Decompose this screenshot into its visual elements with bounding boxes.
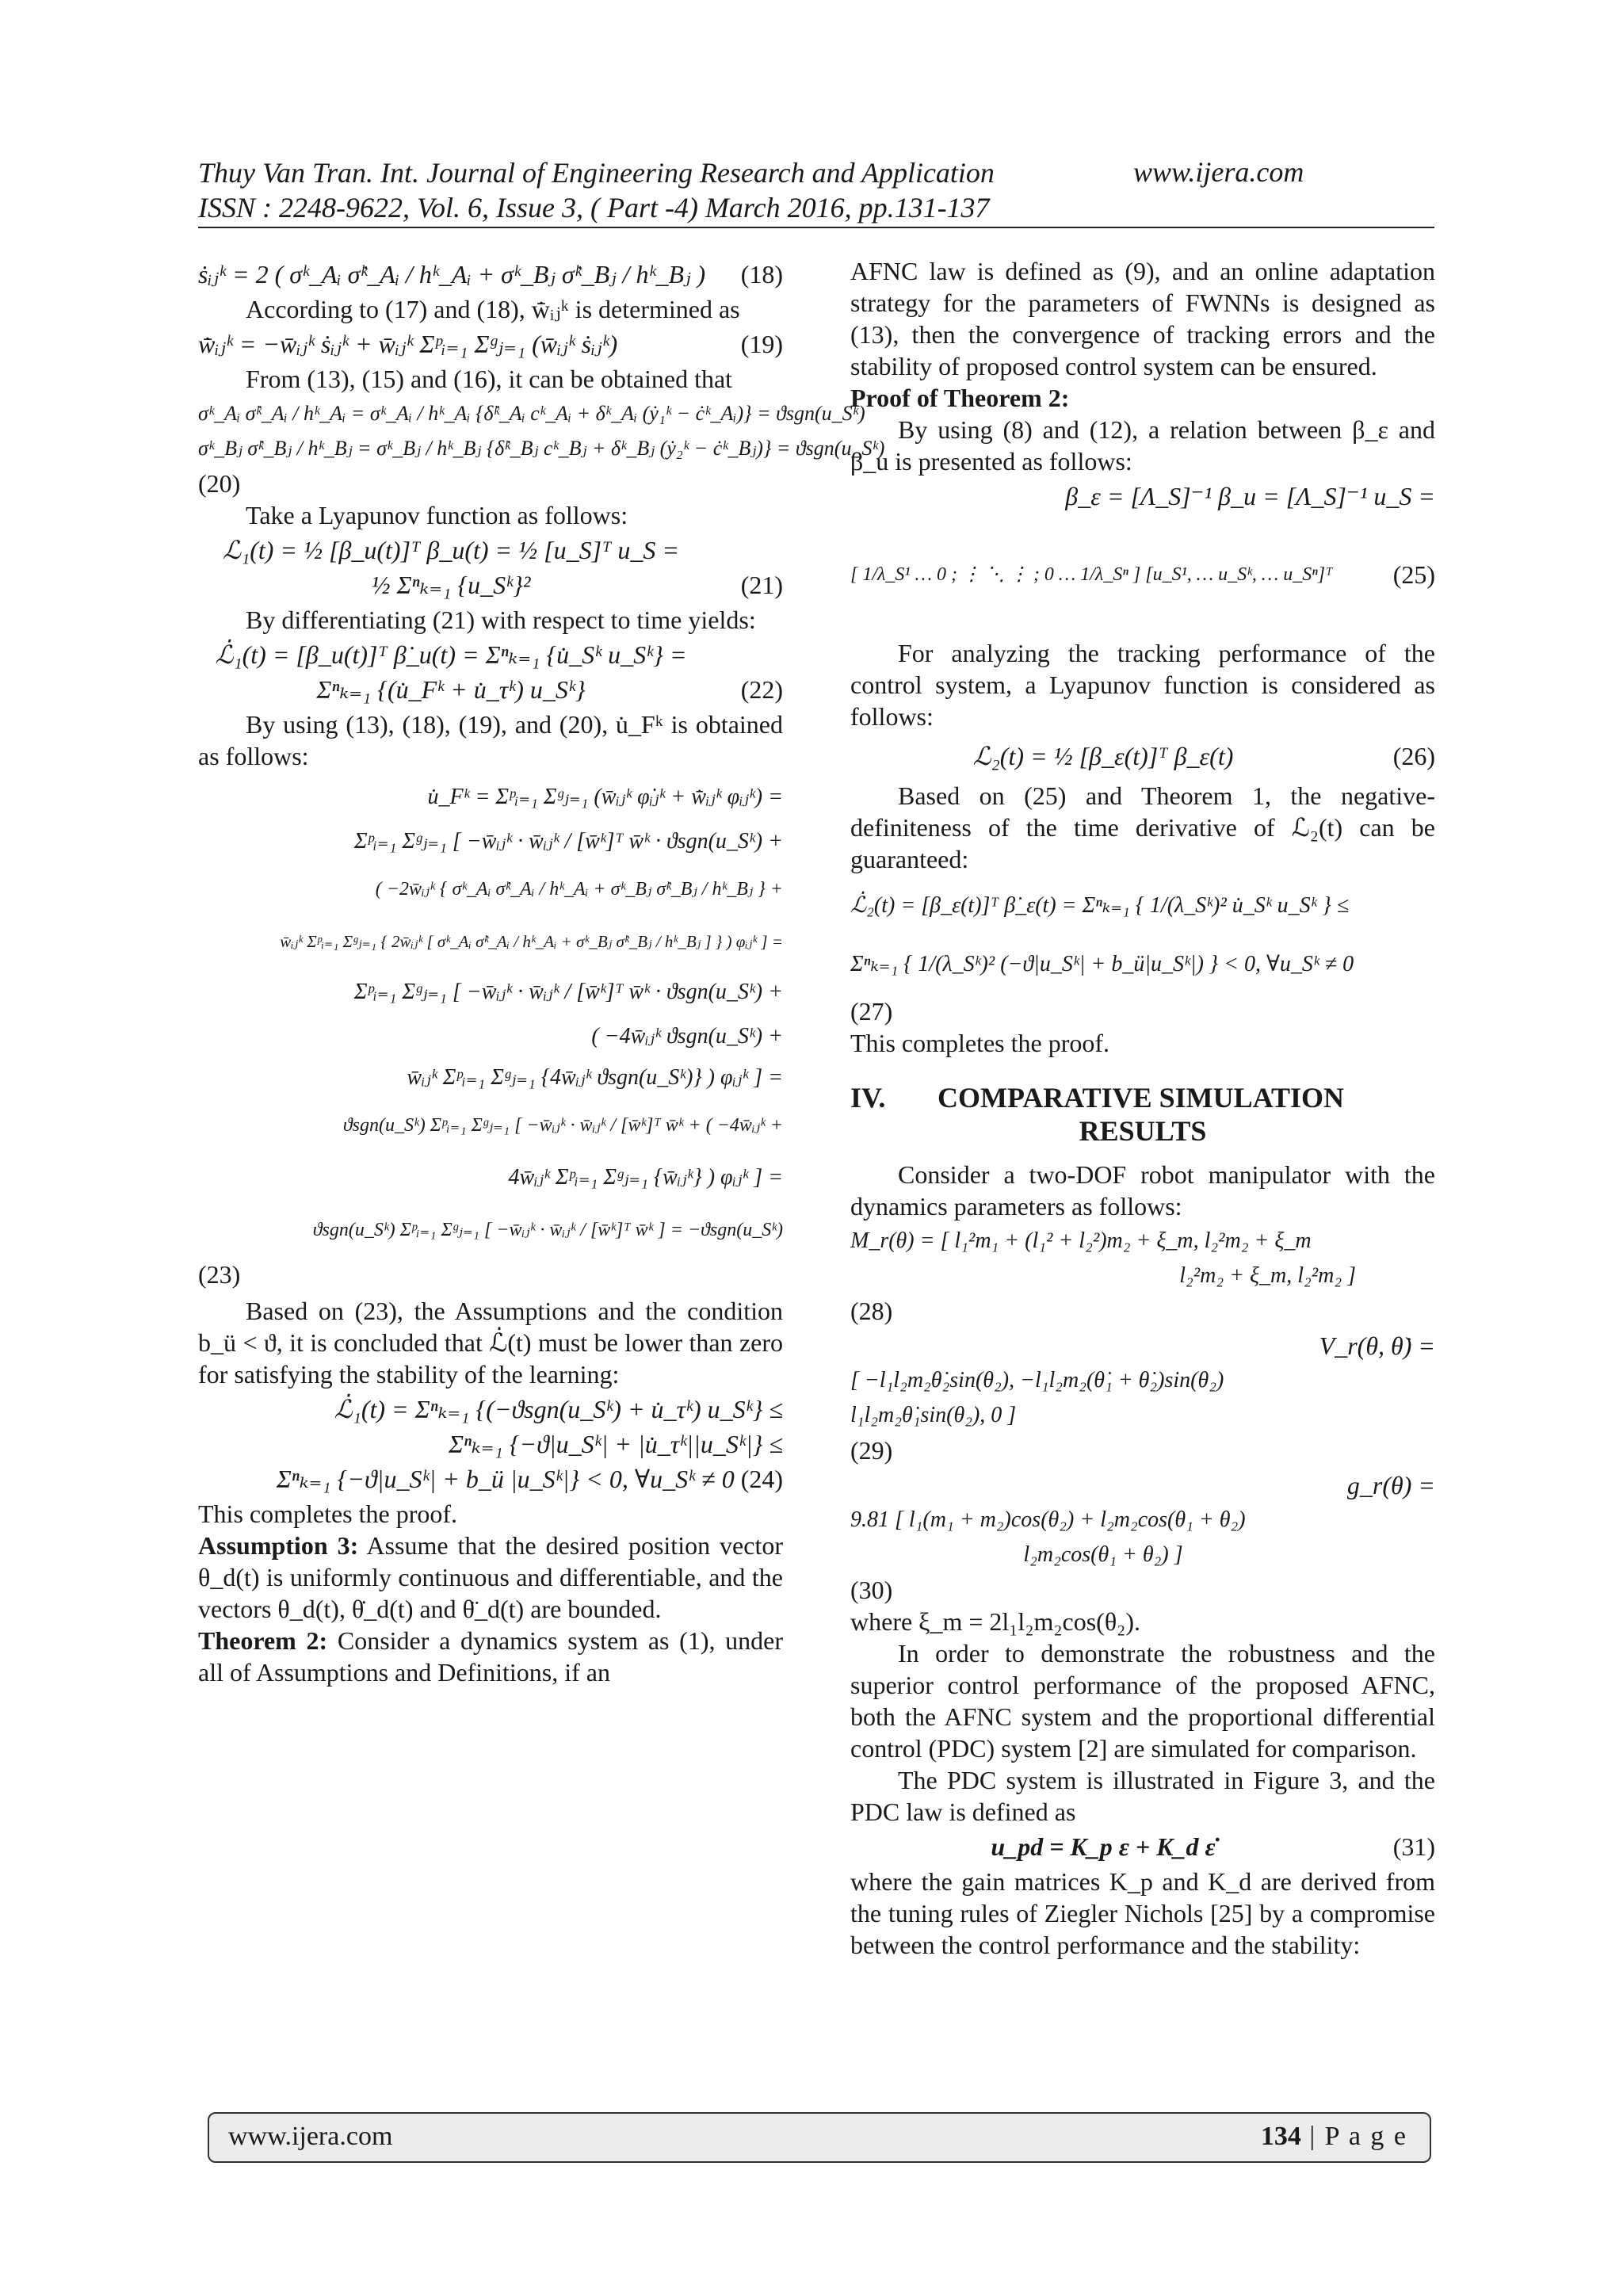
paragraph: According to (17) and (18), w̄̇ᵢⱼᵏ is determined as [246,295,740,323]
equation-23-number: (23) [198,1260,241,1289]
section-number: IV. [850,1082,886,1114]
equation-28-number: (28) [850,1297,893,1325]
equation-24 [198,1393,783,1495]
equation-30c: l₂m₂cos(θ₁ + θ₂) ] [1023,1542,1183,1567]
footer-url[interactable]: www.ijera.com [228,2122,393,2151]
equation-29a: V_r(θ, θ̇) = [1319,1331,1435,1360]
paragraph: where the gain matrices K_p and K_d are derived from the tuning rules of Ziegler Nichols [25] by a compromise between the control performance and the stability: [850,1867,1435,1959]
right-column [850,255,1435,1961]
equation-20a: σᵏ_Aᵢ σ̇ᵏ_Aᵢ / hᵏ_Aᵢ = σᵏ_Aᵢ / hᵏ_Aᵢ {δ̇ᵏ_Aᵢ cᵏ_Aᵢ + δᵏ_Aᵢ (ẏ₁ᵏ − ċᵏ_Aᵢ)} = ϑsgn(u_Sᵏ) [198,402,865,425]
equation-20-number: (20) [198,469,241,498]
equation-30b: 9.81 [ l₁(m₁ + m₂)cos(θ₂) + l₂m₂cos(θ₁ + θ₂) [850,1507,1246,1532]
equation-23-line: ϑsgn(u_Sᵏ) Σᵖᵢ₌₁ Σᵍⱼ₌₁ [ −w̄ᵢⱼᵏ · w̄ᵢⱼᵏ / [w̄ᵏ]ᵀ w̄ᵏ ] = −ϑsgn(u_Sᵏ) [312,1220,783,1240]
equation-23-line: Σᵖᵢ₌₁ Σᵍⱼ₌₁ [ −w̄ᵢⱼᵏ · w̄ᵢⱼᵏ / [w̄ᵏ]ᵀ w̄ᵏ · ϑsgn(u_Sᵏ) + [353,980,783,1004]
paragraph: By using (13), (18), (19), and (20), u̇_Fᵏ is obtained as follows: [198,710,783,770]
equation-27b: Σⁿₖ₌₁ { 1/(λ_Sᵏ)² (−ϑ|u_Sᵏ| + b_ü|u_Sᵏ|) } < 0, ∀u_Sᵏ ≠ 0 [850,952,1354,976]
equation-24-line: Σⁿₖ₌₁ {−ϑ|u_Sᵏ| + b_ü |u_Sᵏ|} < 0, ∀u_Sᵏ ≠ 0 (24) [276,1465,783,1493]
equation-26: ℒ₂(t) = ½ [β_ε(t)]ᵀ β_ε(t) (26) [972,742,1435,770]
paragraph: In order to demonstrate the robustness and the superior control performance of the proposed AFNC, both the AFNC system and the proportional differential control (PDC) system [2] are simulated for comparison. [850,1639,1435,1763]
header-rule [198,227,1434,228]
equation-21b: ½ Σⁿₖ₌₁ {u_Sᵏ}² (21) [371,571,783,599]
page-number: 134 | P a g e [1260,2122,1407,2151]
section-title: COMPARATIVE SIMULATION [938,1082,1345,1114]
paragraph: where ξ_m = 2l₁l₂m₂cos(θ₂). [850,1607,1140,1636]
equation-23 [198,777,783,1290]
equation-22a: ℒ̇₁(t) = [β_u(t)]ᵀ β̇_u(t) = Σⁿₖ₌₁ {u̇_Sᵏ u_Sᵏ} = [215,640,687,669]
equation-21a: ℒ₁(t) = ½ [β_u(t)]ᵀ β_u(t) = ½ [u_S]ᵀ u_S = [223,536,679,564]
equation-25a: β_ε = [Λ_S]⁻¹ β_u = [Λ_S]⁻¹ u_S = [1065,482,1435,510]
paragraph: From (13), (15) and (16), it can be obtained that [246,365,733,393]
paragraph: This completes the proof. [850,1029,1110,1057]
equation-27a: ℒ̇₂(t) = [β_ε(t)]ᵀ β̇_ε(t) = Σⁿₖ₌₁ { 1/(λ_Sᵏ)² u̇_Sᵏ u_Sᵏ } ≤ [850,893,1350,918]
journal-header-line2: ISSN : 2248-9622, Vol. 6, Issue 3, ( Part -4) March 2016, pp.131-137 [198,192,990,223]
equation-28b: l₂²m₂ + ξ_m, l₂²m₂ ] [1179,1263,1356,1288]
paragraph: For analyzing the tracking performance of the control system, a Lyapunov function is considered as follows: [850,639,1435,731]
equation-20b: σᵏ_Bⱼ σ̇ᵏ_Bⱼ / hᵏ_Bⱼ = σᵏ_Bⱼ / hᵏ_Bⱼ {δ̇ᵏ_Bⱼ cᵏ_Bⱼ + δᵏ_Bⱼ (ẏ₂ᵏ − ċᵏ_Bⱼ)} = ϑsgn(u_Sᵏ) [198,437,885,460]
paragraph: By using (8) and (12), a relation between β_ε and β_u is presented as follows: [850,415,1435,476]
equation-23-line: ( −2w̄ᵢⱼᵏ { σᵏ_Aᵢ σ̇ᵏ_Aᵢ / hᵏ_Aᵢ + σᵏ_Bⱼ σ̇ᵏ_Bⱼ / hᵏ_Bⱼ } + [375,879,783,900]
equation-30-number: (30) [850,1576,893,1604]
paragraph: Based on (25) and Theorem 1, the negative-definiteness of the time derivative of ℒ₂(t) can be guaranteed: [850,781,1435,873]
equation-28a: M_r(θ) = [ l₁²m₁ + (l₁² + l₂²)m₂ + ξ_m, l₂²m₂ + ξ_m [850,1228,1312,1253]
equation-29b: [ −l₁l₂m₂θ̇₂sin(θ₂), −l₁l₂m₂(θ̇₁ + θ̇₂)sin(θ₂) [850,1368,1224,1392]
equation-23-line: Σᵖᵢ₌₁ Σᵍⱼ₌₁ [ −w̄ᵢⱼᵏ · w̄ᵢⱼᵏ / [w̄ᵏ]ᵀ w̄ᵏ · ϑsgn(u_Sᵏ) + [353,829,783,854]
equation-27-number: (27) [850,997,893,1026]
equation-29c: l₁l₂m₂θ̇₁sin(θ₂), 0 ] [850,1403,1017,1427]
theorem-2: Theorem 2: Consider a dynamics system as (1), under all of Assumptions and Definitions, if an [198,1626,784,1687]
equation-19: w̄̇ᵢⱼᵏ = −w̄ᵢⱼᵏ ṡᵢⱼᵏ + w̄ᵢⱼᵏ Σᵖᵢ₌₁ Σᵍⱼ₌₁ (w̄ᵢⱼᵏ ṡᵢⱼᵏ) (19) [198,330,783,358]
equation-25b: [ 1/λ_S¹ … 0 ; ⋮ ⋱ ⋮ ; 0 … 1/λ_Sⁿ ] [u_S¹, … u_Sᵏ, … u_Sⁿ]ᵀ (25) [850,560,1435,589]
equation-23-line: 4w̄ᵢⱼᵏ Σᵖᵢ₌₁ Σᵍⱼ₌₁ {w̄ᵢⱼᵏ} ) φᵢⱼᵏ ] = [508,1165,783,1190]
paragraph: Take a Lyapunov function as follows: [246,501,628,529]
paragraph: Based on (23), the Assumptions and the condition b_ü < ϑ, it is concluded that ℒ̇(t) must be lower than zero for satisfying the stability of the learning: [198,1297,783,1389]
equation-23-line: w̄ᵢⱼᵏ Σᵖᵢ₌₁ Σᵍⱼ₌₁ {4w̄ᵢⱼᵏ ϑsgn(u_Sᵏ)} ) φᵢⱼᵏ ] = [407,1065,783,1090]
paragraph: Consider a two-DOF robot manipulator with the dynamics parameters as follows: [850,1160,1435,1221]
equation-23-line: w̄ᵢⱼᵏ Σᵖᵢ₌₁ Σᵍⱼ₌₁ { 2w̄ᵢⱼᵏ [ σᵏ_Aᵢ σ̇ᵏ_Aᵢ / hᵏ_Aᵢ + σᵏ_Bⱼ σ̇ᵏ_Bⱼ / hᵏ_Bⱼ ] } ) φᵢⱼᵏ ] = [280,932,783,951]
equation-31: u_pd = K_p ε + K_d ε̇ (31) [991,1832,1435,1861]
assumption-3: Assumption 3: Assume that the desired position vector θ_d(t) is uniformly continuous and differentiable, and the vectors θ_d(t), θ̇_d(t) and θ̈_d(t) are bounded. [198,1531,784,1623]
equation-23-line: ( −4w̄ᵢⱼᵏ ϑsgn(u_Sᵏ) + [591,1024,783,1049]
equation-18: ṡᵢⱼᵏ = 2 ( σᵏ_Aᵢ σ̇ᵏ_Aᵢ / hᵏ_Aᵢ + σᵏ_Bⱼ σ̇ᵏ_Bⱼ / hᵏ_Bⱼ ) (18) [198,260,783,288]
proof-heading: Proof of Theorem 2: [850,384,1070,412]
paragraph: This completes the proof. [198,1499,458,1528]
equation-30a: g_r(θ) = [1346,1471,1435,1499]
equation-29-number: (29) [850,1436,893,1465]
section-heading [850,1081,1435,1148]
page-footer [208,2112,1431,2163]
paragraph: By differentiating (21) with respect to time yields: [246,606,756,634]
equation-24-line: ℒ̇₁(t) = Σⁿₖ₌₁ {(−ϑsgn(u_Sᵏ) + u̇_τᵏ) u_Sᵏ} ≤ [334,1395,783,1423]
section-title-cont: RESULTS [1079,1115,1207,1147]
equation-22b: Σⁿₖ₌₁ {(u̇_Fᵏ + u̇_τᵏ) u_Sᵏ} (22) [316,675,783,704]
equation-23-line: ϑsgn(u_Sᵏ) Σᵖᵢ₌₁ Σᵍⱼ₌₁ [ −w̄ᵢⱼᵏ · w̄ᵢⱼᵏ / [w̄ᵏ]ᵀ w̄ᵏ + ( −4w̄ᵢⱼᵏ + [342,1115,783,1136]
journal-header-url[interactable]: www.ijera.com [1133,156,1304,188]
equation-24-line: Σⁿₖ₌₁ {−ϑ|u_Sᵏ| + |u̇_τᵏ||u_Sᵏ|} ≤ [448,1430,783,1458]
journal-header-line1: Thuy Van Tran. Int. Journal of Engineering Research and Application [198,157,995,189]
paragraph: The PDC system is illustrated in Figure 3, and the PDC law is defined as [850,1766,1435,1826]
paragraph: AFNC law is defined as (9), and an online adaptation strategy for the parameters of FWNNs is designed as (13), then the convergence of tracking errors and the stability of proposed control system can be ensured. [850,257,1435,380]
equation-23-line: u̇_Fᵏ = Σᵖᵢ₌₁ Σᵍⱼ₌₁ (w̄ᵢⱼᵏ φ̇ᵢⱼᵏ + w̄̇ᵢⱼᵏ φᵢⱼᵏ) = [427,785,783,809]
